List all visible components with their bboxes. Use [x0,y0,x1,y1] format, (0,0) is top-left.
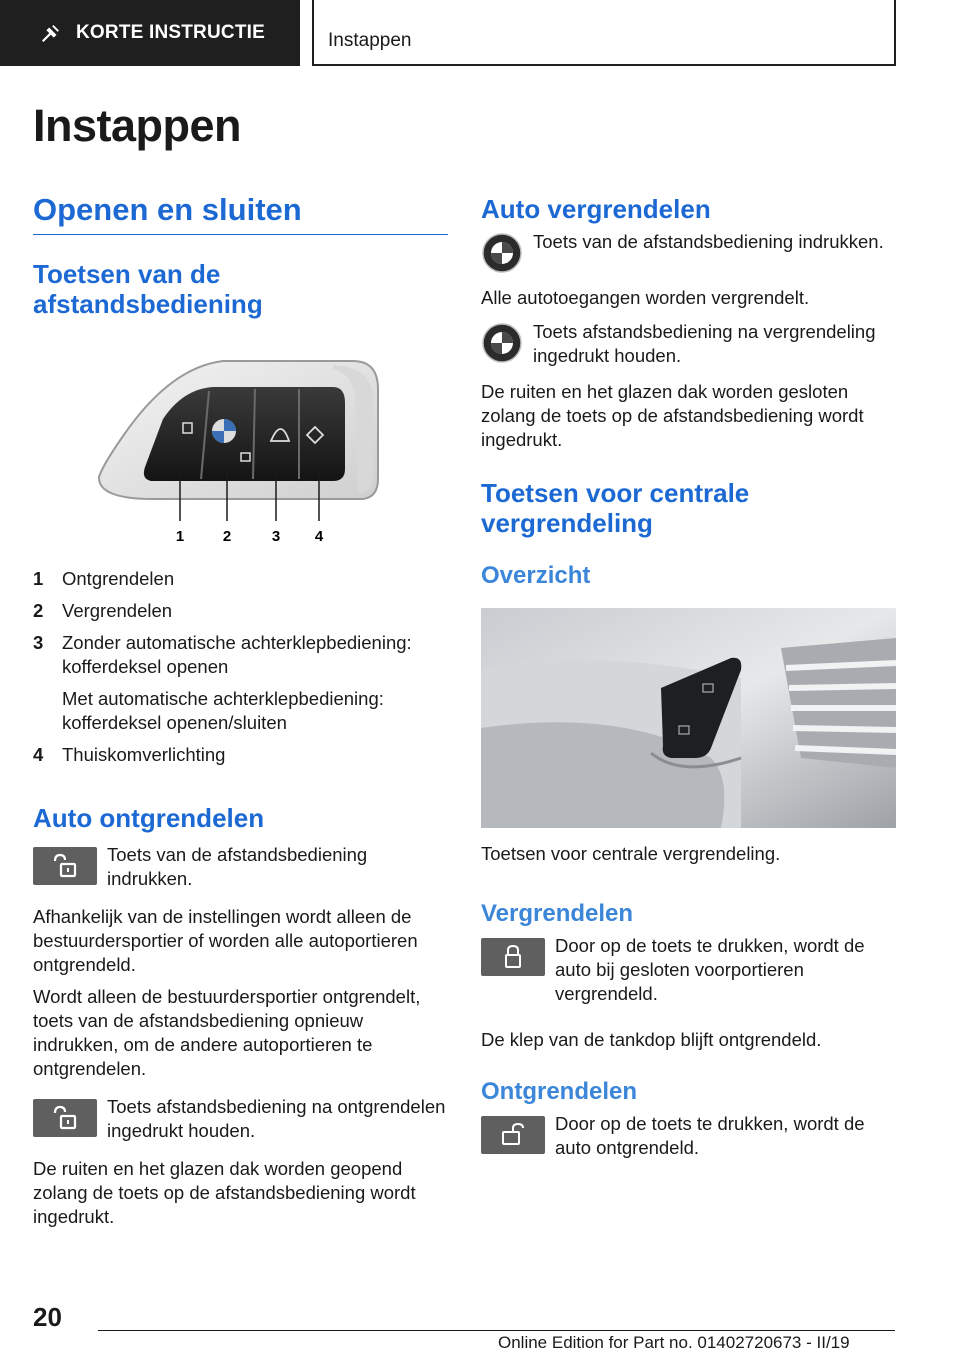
heading-vergrendelen: Vergrendelen [481,900,634,927]
page-title: Instappen [33,100,242,151]
body-text: Wordt alleen de bestuurdersportier ontgrendelt, toets van de afstandsbediening opnieuw indrukken, om de andere autoportieren te ontgrendelen. [33,986,421,1079]
breadcrumb [312,0,896,66]
breadcrumb-label: Instappen [328,30,412,51]
unlock-hold-instruction: Toets afstandsbediening na ontgrendelen ingedrukt houden. [33,1095,448,1143]
body-text: Afhankelijk van de instellingen wordt alleen de bestuurdersportier of worden alle autoportieren ontgrendeld. [33,906,418,975]
unlock-padlock-icon [33,1099,97,1137]
body-text: De ruiten en het glazen dak worden gesloten zolang de toets op de afstandsbediening wordt ingedrukt. [481,381,864,450]
heading-auto-ontgrendelen: Auto ontgrendelen [33,803,265,833]
padlock-closed-icon [481,938,545,976]
list-item: 4 Thuiskomverlichting [33,744,226,765]
figure-label-4: 4 [314,528,324,545]
central-lock-instruction: Door op de toets te drukken, wordt de auto bij gesloten voorportieren vergrendeld. [481,934,896,1006]
footer-divider [98,1330,895,1331]
section-label: KORTE INSTRUCTIE [76,22,265,43]
heading-ontgrendelen: Ontgrendelen [481,1078,638,1105]
heading-central-locking: Toetsen voor centrale vergrendeling [481,478,750,538]
button-list [33,567,448,767]
page-number: 20 [33,1302,62,1332]
car-key-icon [40,22,62,44]
bmw-roundel-icon [481,232,523,274]
lock-instruction: Toets van de afstandsbediening indrukken. [481,230,896,274]
list-item: 2 Vergrendelen [33,600,173,621]
section-tab[interactable] [0,0,300,66]
bmw-roundel-icon [481,322,523,364]
footer-edition: Online Edition for Part no. 01402720673 - II/19 [498,1333,850,1352]
door-panel-photo [481,608,896,828]
photo-caption: Toetsen voor centrale vergrendeling. [481,843,781,864]
figure-label-1: 1 [175,528,185,545]
unlock-instruction: Toets van de afstandsbediening indrukken. [33,843,448,891]
body-text: Alle autotoegangen worden vergrendelt. [481,287,810,308]
unlock-padlock-icon [33,847,97,885]
list-item: 1 Ontgrendelen [33,568,175,589]
heading-overzicht: Overzicht [481,562,591,589]
right-column [481,192,896,1160]
figure-label-3: 3 [271,528,281,545]
heading-auto-vergrendelen: Auto vergrendelen [481,194,711,224]
body-text: De ruiten en het glazen dak worden geopend zolang de toets op de afstandsbediening wordt ingedrukt. [33,1158,416,1227]
left-column [33,192,448,1229]
central-unlock-instruction: Door op de toets te drukken, wordt de auto ontgrendeld. [481,1112,896,1160]
figure-label-2: 2 [222,528,232,545]
key-fob-figure [33,359,448,569]
lock-hold-instruction: Toets afstandsbediening na vergrendeling ingedrukt houden. [481,320,896,368]
body-text: De klep van de tankdop blijft ontgrendeld. [481,1029,822,1050]
list-item: 3 Zonder automatische achterklepbediening: kofferdeksel openen Met automatische achterklepbediening: kofferdeksel openen/sluiten [33,632,412,733]
heading-openen-sluiten: Openen en sluiten [33,192,448,235]
page-header [0,0,960,66]
heading-remote-buttons: Toetsen van de afstandsbediening [33,259,263,319]
padlock-open-icon [481,1116,545,1154]
